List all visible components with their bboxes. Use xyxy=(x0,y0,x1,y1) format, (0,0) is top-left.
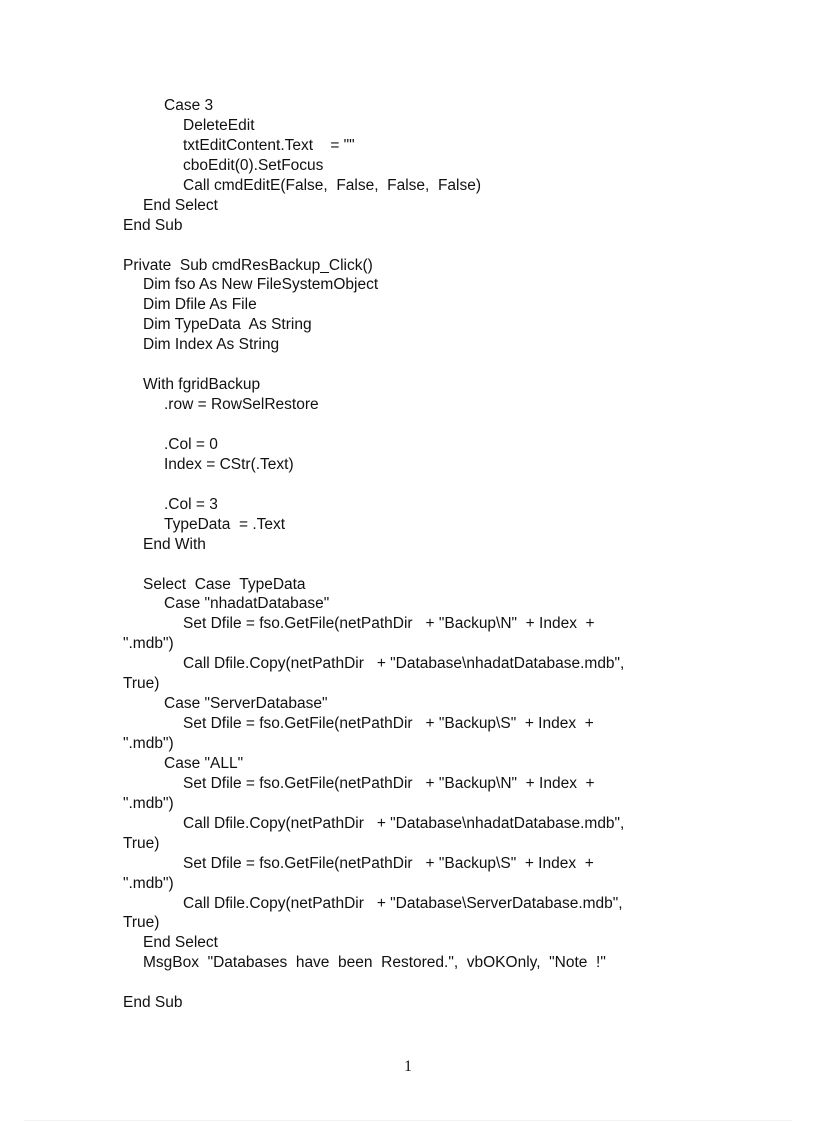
blank-line xyxy=(123,236,683,256)
code-line: ".mdb") xyxy=(123,735,174,752)
blank-line xyxy=(123,475,683,495)
page-number: 1 xyxy=(404,1058,412,1075)
code-line: With fgridBackup xyxy=(143,376,261,394)
code-line: End Sub xyxy=(123,216,183,234)
code-line: True) xyxy=(123,914,160,932)
code-line: MsgBox "Databases have been Restored.", vbOKOnly, "Note !" xyxy=(143,954,606,972)
code-line: Dim TypeData As String xyxy=(143,316,312,334)
code-line: Set Dfile = fso.GetFile(netPathDir + "Backup\N" + Index + xyxy=(183,774,595,792)
code-line: txtEditContent.Text = "" xyxy=(183,136,355,154)
code-line: Select Case TypeData xyxy=(143,575,306,593)
code-line: End Select xyxy=(143,196,218,214)
blank-line xyxy=(123,355,683,375)
code-line: Set Dfile = fso.GetFile(netPathDir + "Backup\S" + Index + xyxy=(183,854,594,872)
code-line: .Col = 3 xyxy=(164,495,218,513)
code-line: Set Dfile = fso.GetFile(netPathDir + "Backup\S" + Index + xyxy=(183,715,594,733)
code-line: Case "ServerDatabase" xyxy=(164,695,328,713)
code-line: .Col = 0 xyxy=(164,435,218,453)
code-line: True) xyxy=(123,675,160,693)
code-line: cboEdit(0).SetFocus xyxy=(183,156,324,174)
code-line: End Select xyxy=(143,934,218,952)
blank-line xyxy=(123,555,683,575)
code-line: Call Dfile.Copy(netPathDir + "Database\nhadatDatabase.mdb", xyxy=(183,814,625,832)
code-line: .row = RowSelRestore xyxy=(164,396,319,414)
code-line: Call cmdEditE(False, False, False, False) xyxy=(183,176,482,194)
code-line: DeleteEdit xyxy=(183,116,255,134)
code-line: ".mdb") xyxy=(123,635,174,653)
page-bottom-edge xyxy=(24,1120,792,1121)
code-line: Case "ALL" xyxy=(164,754,244,772)
code-listing xyxy=(123,96,683,1013)
code-line: Call Dfile.Copy(netPathDir + "Database\nhadatDatabase.mdb", xyxy=(183,655,625,673)
code-line: Case "nhadatDatabase" xyxy=(164,595,330,613)
code-line: ".mdb") xyxy=(123,794,174,812)
code-line: Case 3 xyxy=(164,97,214,114)
blank-line xyxy=(123,973,683,993)
code-line: ".mdb") xyxy=(123,874,174,892)
code-line: Dim fso As New FileSystemObject xyxy=(143,276,379,294)
code-line: TypeData = .Text xyxy=(164,515,286,533)
code-line: End With xyxy=(143,535,206,553)
code-line: Dim Index As String xyxy=(143,336,280,354)
code-line: Private Sub cmdResBackup_Click() xyxy=(123,256,373,274)
code-line: End Sub xyxy=(123,994,183,1012)
code-line: Call Dfile.Copy(netPathDir + "Database\ServerDatabase.mdb", xyxy=(183,894,623,912)
code-line: Index = CStr(.Text) xyxy=(164,455,294,473)
blank-line xyxy=(123,415,683,435)
code-line: Dim Dfile As File xyxy=(143,296,257,314)
code-line: Set Dfile = fso.GetFile(netPathDir + "Backup\N" + Index + xyxy=(183,615,595,633)
code-line: True) xyxy=(123,834,160,852)
